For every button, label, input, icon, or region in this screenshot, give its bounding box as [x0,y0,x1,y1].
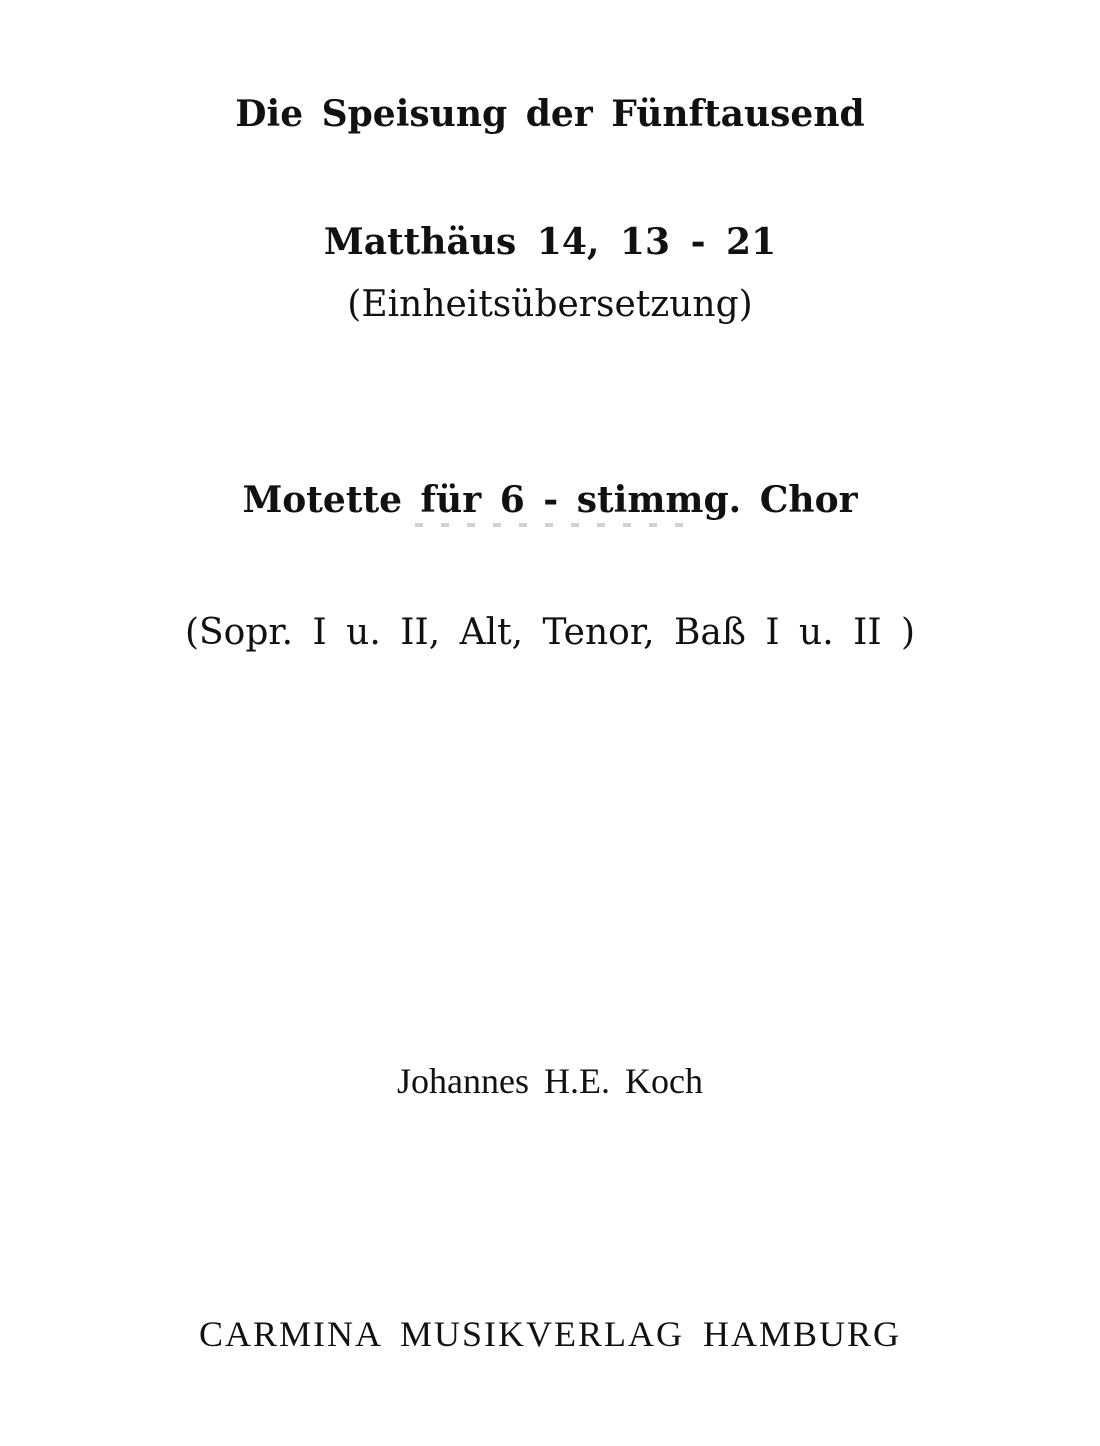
print-smudge [415,523,695,527]
work-title: Die Speisung der Fünftausend [235,93,865,135]
bible-reference: Matthäus 14, 13 - 21 [323,221,777,263]
genre-line: Motette für 6 - stimmg. Chor [242,479,858,521]
voicing-line: (Sopr. I u. II, Alt, Tenor, Baß I u. II ) [184,612,916,653]
composer-name: Johannes H.E. Koch [397,1061,703,1101]
publisher-name: CARMINA MUSIKVERLAG HAMBURG [198,1314,902,1354]
translation-note: (Einheitsübersetzung) [347,284,753,325]
